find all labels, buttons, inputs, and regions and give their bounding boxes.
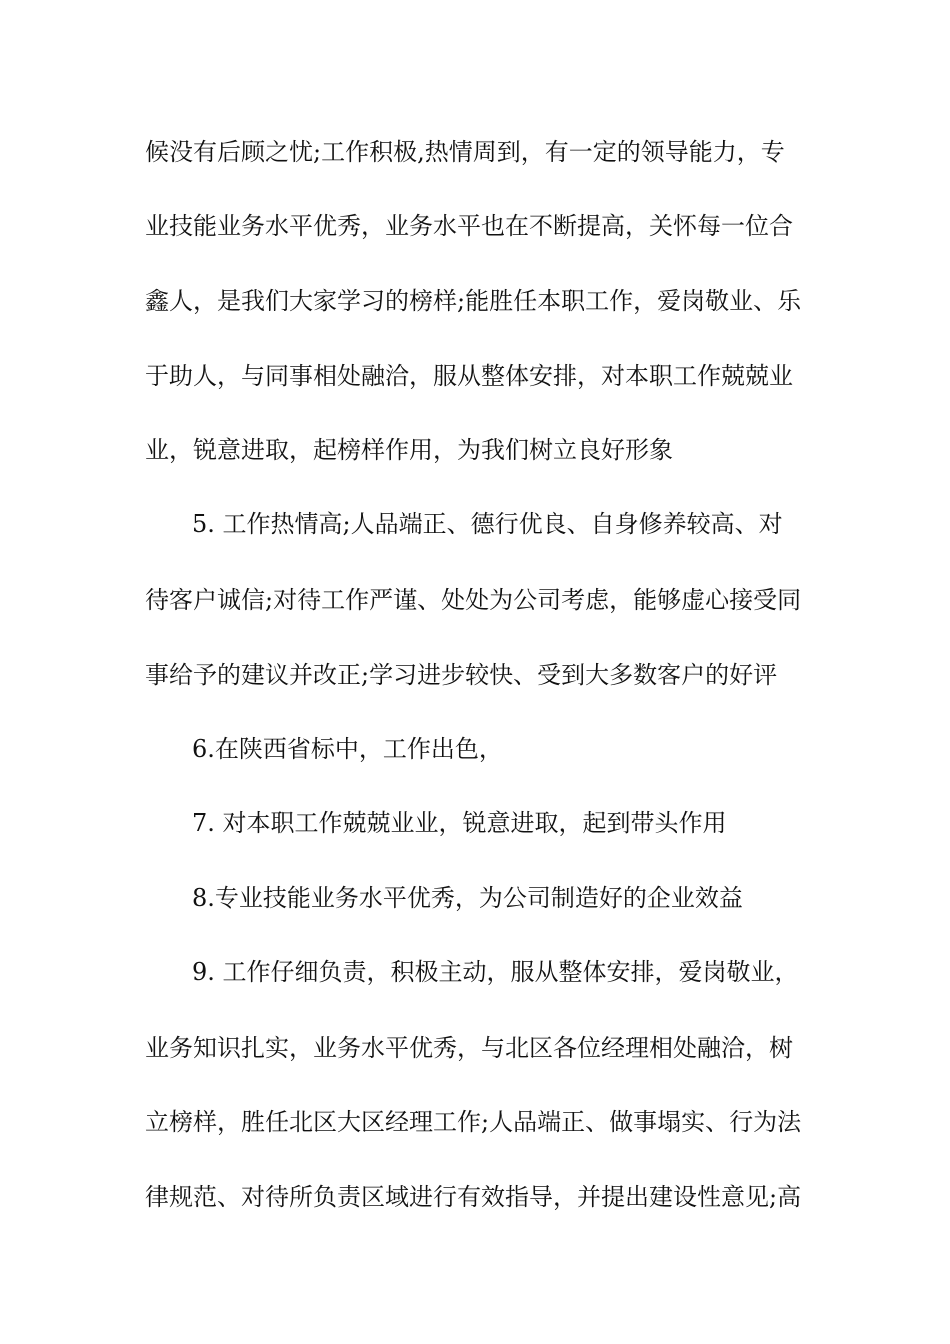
text-line: 业，锐意进取，起榜样作用，为我们树立良好形象 (145, 436, 673, 464)
text-line: 5. 工作热情高;人品端正、德行优良、自身修养较高、对 (192, 510, 783, 538)
text-line: 6.在陕西省标中，工作出色， (192, 735, 503, 763)
text-line: 候没有后顾之忧;工作积极,热情周到，有一定的领导能力，专 (145, 138, 785, 166)
text-line: 律规范、对待所负责区域进行有效指导，并提出建设性意见;高 (145, 1183, 802, 1211)
text-line: 8.专业技能业务水平优秀，为公司制造好的企业效益 (192, 884, 743, 912)
text-line: 于助人，与同事相处融洽，服从整体安排，对本职工作兢兢业 (145, 362, 793, 390)
text-line: 业技能业务水平优秀，业务水平也在不断提高，关怀每一位合 (145, 212, 793, 240)
text-line: 事给予的建议并改正;学习进步较快、受到大多数客户的好评 (145, 661, 778, 689)
text-line: 鑫人，是我们大家学习的榜样;能胜任本职工作，爱岗敬业、乐 (145, 287, 802, 315)
text-line: 待客户诚信;对待工作严谨、处处为公司考虑，能够虚心接受同 (145, 586, 802, 614)
text-line: 业务知识扎实，业务水平优秀，与北区各位经理相处融洽，树 (145, 1034, 793, 1062)
text-line: 立榜样，胜任北区大区经理工作;人品端正、做事塌实、行为法 (145, 1108, 802, 1136)
text-line: 9. 工作仔细负责，积极主动，服从整体安排，爱岗敬业， (192, 958, 799, 986)
text-line: 7. 对本职工作兢兢业业，锐意进取，起到带头作用 (192, 809, 727, 837)
